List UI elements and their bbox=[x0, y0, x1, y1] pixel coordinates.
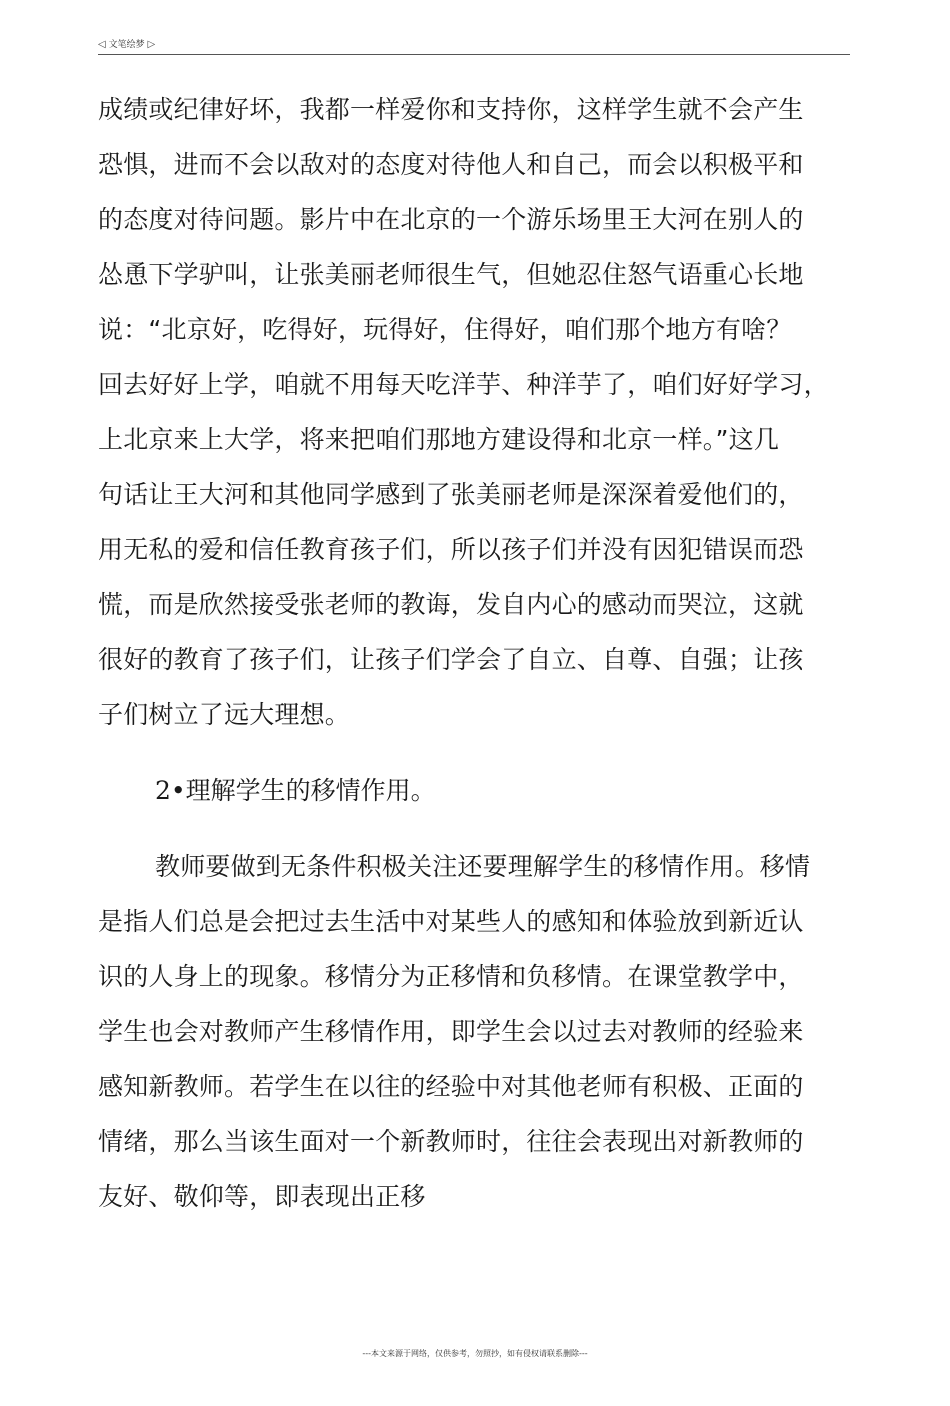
paragraph-2 bbox=[98, 839, 852, 1224]
page-footer: ---本文来源于网络，仅供参考，勿照抄，如有侵权请联系删除--- bbox=[362, 1349, 588, 1358]
paragraph-line: 情绪，那么当该生面对一个新教师时，往往会表现出对新教师的 bbox=[98, 1127, 804, 1156]
section-number: 2• bbox=[155, 776, 186, 805]
paragraph-line: 句话让王大河和其他同学感到了张美丽老师是深深着爱他们的， bbox=[98, 480, 804, 509]
paragraph-spacer bbox=[98, 818, 852, 839]
paragraph-line: 的态度对待问题。影片中在北京的一个游乐场里王大河在别人的 bbox=[98, 205, 804, 234]
header-title: 文笔绘梦 bbox=[108, 40, 145, 50]
paragraph-line: 慌，而是欣然接受张老师的教诲，发自内心的感动而哭泣，这就 bbox=[98, 590, 804, 619]
paragraph-line: 识的人身上的现象。移情分为正移情和负移情。在课堂教学中， bbox=[98, 962, 804, 991]
paragraph-line: 友好、敬仰等，即表现出正移 bbox=[98, 1182, 426, 1211]
left-triangle-icon: ◁ bbox=[98, 39, 106, 50]
paragraph-line: 教师要做到无条件积极关注还要理解学生的移情作用。移情 bbox=[155, 852, 811, 881]
paragraph-line: 成绩或纪律好坏，我都一样爱你和支持你，这样学生就不会产生 bbox=[98, 95, 804, 124]
paragraph-line: 很好的教育了孩子们，让孩子们学会了自立、自尊、自强；让孩 bbox=[98, 645, 804, 674]
paragraph-line: 上北京来上大学，将来把咱们那地方建设得和北京一样。”这几 bbox=[98, 425, 780, 454]
section-heading bbox=[98, 763, 852, 818]
right-triangle-icon: ▷ bbox=[147, 39, 156, 50]
paragraph-line: 怂恿下学驴叫，让张美丽老师很生气，但她忍住怒气语重心长地 bbox=[98, 260, 804, 289]
paragraph-line: 用无私的爱和信任教育孩子们，所以孩子们并没有因犯错误而恐 bbox=[98, 535, 804, 564]
document-body bbox=[98, 82, 852, 1224]
paragraph-line: 是指人们总是会把过去生活中对某些人的感知和体验放到新近认 bbox=[98, 907, 804, 936]
paragraph-line: 感知新教师。若学生在以往的经验中对其他老师有积极、正面的 bbox=[98, 1072, 804, 1101]
paragraph-line: 学生也会对教师产生移情作用，即学生会以过去对教师的经验来 bbox=[98, 1017, 804, 1046]
paragraph-line: 恐惧，进而不会以敌对的态度对待他人和自己，而会以积极平和 bbox=[98, 150, 804, 179]
page-header bbox=[98, 38, 850, 55]
paragraph-line: 说：“北京好，吃得好，玩得好，住得好，咱们那个地方有啥？ bbox=[98, 315, 792, 344]
paragraph-1 bbox=[98, 82, 852, 742]
paragraph-line: 回去好好上学，咱就不用每天吃洋芋、种洋芋了，咱们好好学习， bbox=[98, 370, 829, 399]
paragraph-line: 子们树立了远大理想。 bbox=[98, 700, 351, 729]
paragraph-spacer bbox=[98, 742, 852, 763]
section-title: 理解学生的移情作用。 bbox=[185, 776, 436, 805]
